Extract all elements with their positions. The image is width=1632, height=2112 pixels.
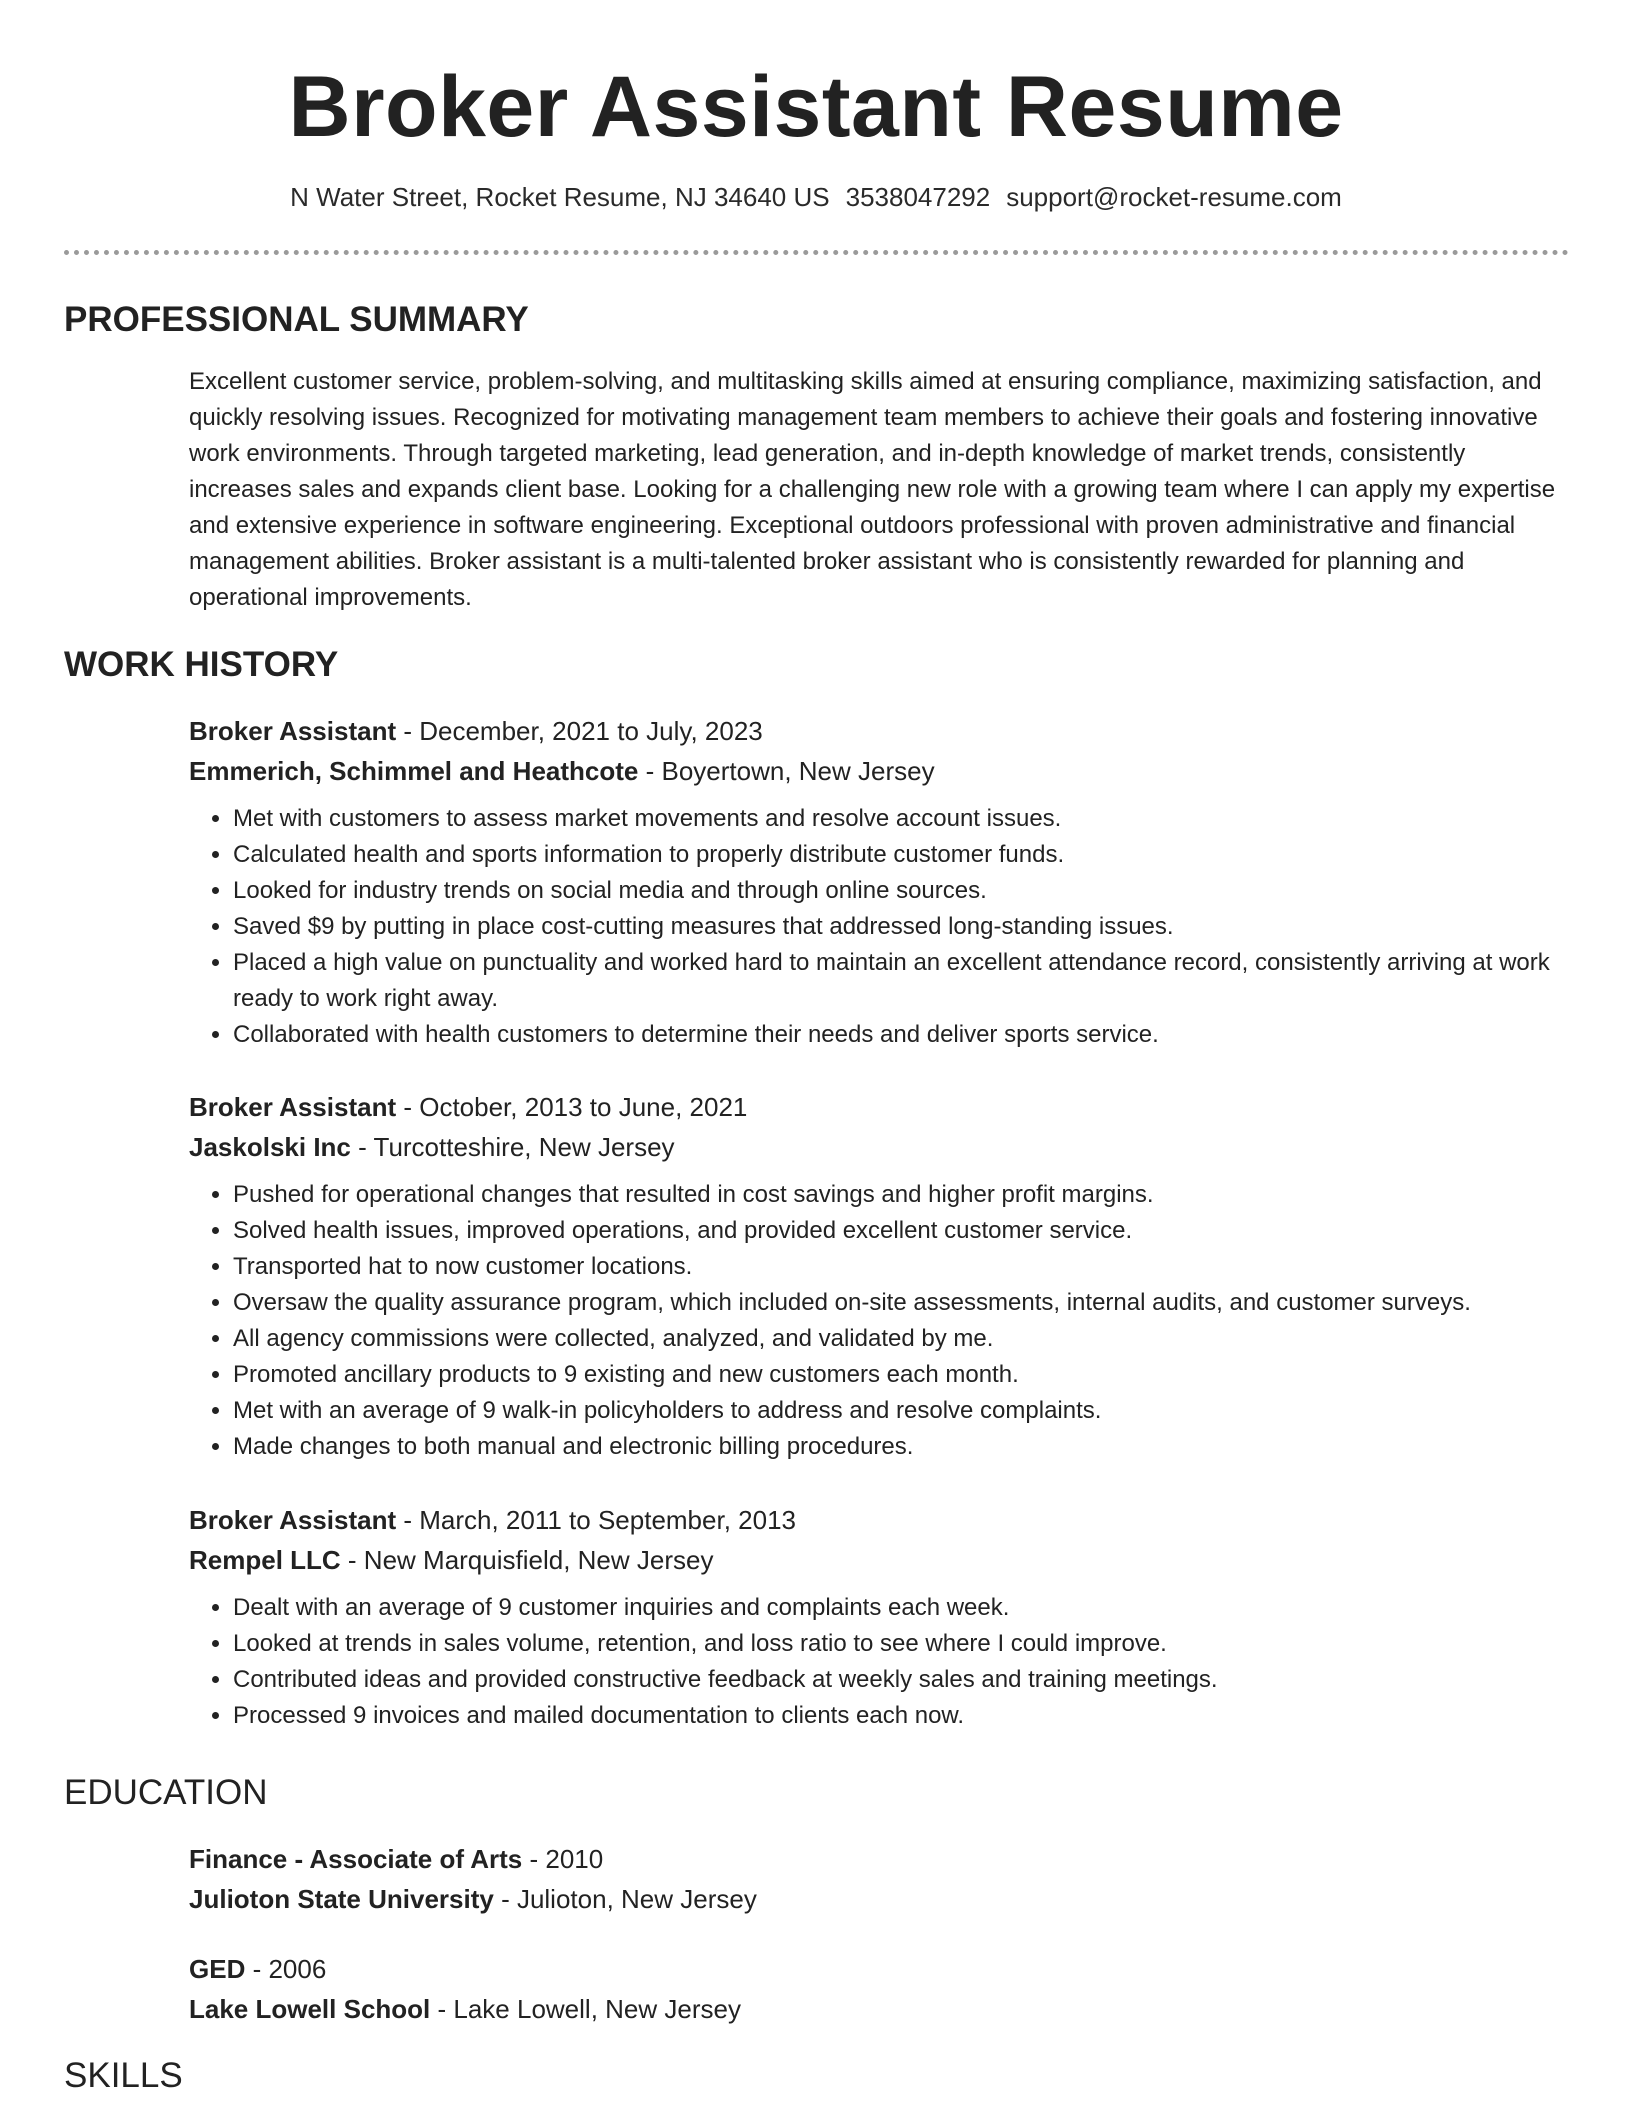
- education-heading: [189, 1839, 1559, 1879]
- work-entry: [189, 1087, 1559, 1465]
- work-bullet: • Contributed ideas and provided constructive feedback at weekly sales and training meetings.: [233, 1662, 1559, 1698]
- job-dates: - March, 2011 to September, 2013: [396, 1505, 796, 1535]
- work-bullet: • Pushed for operational changes that resulted in cost savings and higher profit margins.: [233, 1177, 1559, 1213]
- work-bullet: • Oversaw the quality assurance program, which included on-site assessments, internal audits, and customer surveys.: [233, 1285, 1559, 1321]
- company-name: Emmerich, Schimmel and Heathcote: [189, 756, 639, 786]
- work-bullet: • Met with customers to assess market movements and resolve account issues.: [233, 801, 1559, 837]
- contact-email: support@rocket-resume.com: [1006, 182, 1342, 212]
- job-title: Broker Assistant: [189, 1505, 397, 1535]
- contact-address: N Water Street, Rocket Resume, NJ 34640 US: [290, 182, 830, 212]
- job-dates: - October, 2013 to June, 2021: [396, 1092, 748, 1122]
- contact-phone: 3538047292: [845, 182, 991, 212]
- work-entry-heading: [189, 1500, 1559, 1540]
- section-title-skills: SKILLS: [64, 2056, 183, 2095]
- school-name: Julioton State University: [189, 1884, 494, 1914]
- education-school-line: [189, 1879, 1559, 1919]
- work-entry-heading: [189, 711, 1559, 751]
- work-bullet: • Placed a high value on punctuality and worked hard to maintain an excellent attendance record, consistently arriving at work ready to work right away.: [233, 945, 1559, 1017]
- work-bullet-list: [189, 1177, 1559, 1465]
- degree-year: - 2006: [245, 1954, 327, 1984]
- section-title-education: EDUCATION: [64, 1773, 268, 1812]
- work-bullet: • Met with an average of 9 walk-in policyholders to address and resolve complaints.: [233, 1393, 1559, 1429]
- education-entry: [189, 1839, 1559, 1919]
- work-bullet: • Dealt with an average of 9 customer inquiries and complaints each week.: [233, 1590, 1559, 1626]
- work-bullet-list: [189, 801, 1559, 1053]
- contact-line: [0, 179, 1632, 215]
- work-entry-employer: [189, 1127, 1559, 1167]
- work-bullet: • Looked for industry trends on social media and through online sources.: [233, 873, 1559, 909]
- work-bullet: • Calculated health and sports information to properly distribute customer funds.: [233, 837, 1559, 873]
- education-school-line: [189, 1989, 1559, 2029]
- company-location: - Turcotteshire, New Jersey: [350, 1132, 675, 1162]
- work-bullet: • All agency commissions were collected, analyzed, and validated by me.: [233, 1321, 1559, 1357]
- company-location: - New Marquisfield, New Jersey: [340, 1545, 714, 1575]
- school-location: - Lake Lowell, New Jersey: [430, 1994, 741, 2024]
- job-title: Broker Assistant: [189, 716, 397, 746]
- degree-name: Finance - Associate of Arts: [189, 1844, 523, 1874]
- degree-year: - 2010: [522, 1844, 604, 1874]
- work-bullet: • Transported hat to now customer locations.: [233, 1249, 1559, 1285]
- degree-name: GED: [189, 1954, 246, 1984]
- work-bullet: • Made changes to both manual and electronic billing procedures.: [233, 1429, 1559, 1465]
- job-title: Broker Assistant: [189, 1092, 397, 1122]
- section-title-work: WORK HISTORY: [64, 645, 339, 684]
- work-bullet: • Collaborated with health customers to determine their needs and deliver sports service.: [233, 1017, 1559, 1053]
- summary-text: Excellent customer service, problem-solving, and multitasking skills aimed at ensuring compliance, maximizing satisfaction, and quickly resolving issues. Recognized for motivating management team members to achieve their goals and fostering innovative work environments. Through targeted marketing, lead generation, and in-depth knowledge of market trends, consistently increases sales and expands client base. Looking for a challenging new role with a growing team where I can apply my expertise and extensive experience in software engineering. Exceptional outdoors professional with proven administrative and financial management abilities. Broker assistant is a multi-talented broker assistant who is consistently rewarded for planning and operational improvements.: [189, 368, 1556, 611]
- company-name: Rempel LLC: [189, 1545, 341, 1575]
- work-entry-employer: [189, 1540, 1559, 1580]
- company-location: - Boyertown, New Jersey: [638, 756, 935, 786]
- work-bullet: • Solved health issues, improved operations, and provided excellent customer service.: [233, 1213, 1559, 1249]
- work-bullet-list: [189, 1590, 1559, 1734]
- resume-title: Broker Assistant Resume: [288, 59, 1344, 155]
- work-bullet: • Saved $9 by putting in place cost-cutting measures that addressed long-standing issues.: [233, 909, 1559, 945]
- school-name: Lake Lowell School: [189, 1994, 431, 2024]
- work-bullet: • Processed 9 invoices and mailed documentation to clients each now.: [233, 1698, 1559, 1734]
- job-dates: - December, 2021 to July, 2023: [396, 716, 763, 746]
- school-location: - Julioton, New Jersey: [493, 1884, 757, 1914]
- work-entry: [189, 711, 1559, 1053]
- work-entry-heading: [189, 1087, 1559, 1127]
- work-entry-employer: [189, 751, 1559, 791]
- work-entry: [189, 1500, 1559, 1734]
- work-bullet: • Looked at trends in sales volume, retention, and loss ratio to see where I could improve.: [233, 1626, 1559, 1662]
- work-bullet: • Promoted ancillary products to 9 existing and new customers each month.: [233, 1357, 1559, 1393]
- education-heading: [189, 1949, 1559, 1989]
- header-divider: [64, 250, 1569, 255]
- section-title-summary: PROFESSIONAL SUMMARY: [64, 300, 529, 339]
- company-name: Jaskolski Inc: [189, 1132, 351, 1162]
- education-entry: [189, 1949, 1559, 2029]
